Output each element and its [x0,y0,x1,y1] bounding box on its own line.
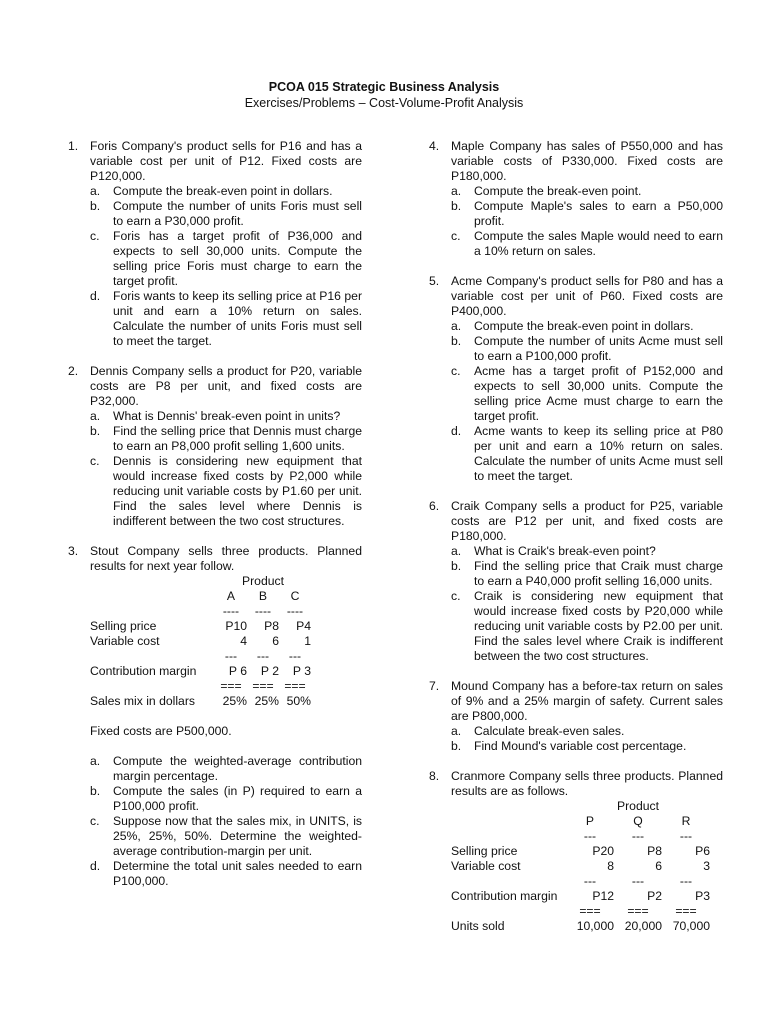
table-cell: 1 [304,634,311,648]
sub-text: Compute the number of units Foris must sell to earn a P30,000 profit. [113,199,362,228]
sub-questions [68,754,362,889]
sub-label: a. [451,319,462,333]
problem-number: 4. [429,139,440,153]
sub-text: Foris wants to keep its selling price at P16 per unit and earn a 10% return on sales. Calculate the number of units Foris must sell to meet the target. [113,289,362,348]
sub-label: a. [451,544,462,558]
problem-text: Mound Company has a before-tax return on sales of 9% and a 25% margin of safety. Current sales are P800,000. [451,679,723,723]
table-row [90,664,311,679]
sub-question-b [68,784,362,814]
problem-text: Cranmore Company sells three products. Planned results are as follows. [451,769,723,798]
problem-number: 1. [68,139,79,153]
sub-questions [451,724,723,754]
double-rule: === [284,679,306,693]
rule-line: --- [583,829,597,843]
sub-text: Calculate break-even sales. [474,724,625,738]
row-label: Selling price [451,844,518,858]
table-row [90,619,311,634]
table-cell: 3 [703,859,710,873]
sub-label: c. [451,589,461,603]
table-cell: P4 [296,619,311,633]
rule-line: ---- [254,604,272,618]
sub-question-a [68,754,362,784]
problem-8 [429,769,723,934]
document-subtitle: Exercises/Problems – Cost-Volume-Profit Analysis [244,96,524,110]
sub-question-b [451,739,723,754]
problem-7 [429,679,723,754]
left-column [68,139,362,904]
problem-text: Foris Company's product sells for P16 and has a variable cost per unit of P12. Fixed costs are P120,000. [90,139,362,183]
sub-question-d [90,289,362,349]
sub-label: a. [90,409,101,423]
sub-label: b. [451,559,462,573]
sub-text: Acme wants to keep its selling price at P80 per unit and earn a 10% return on sales. Calculate the number of units Acme must sell to meet the target. [474,424,723,483]
problem-number: 6. [429,499,440,513]
column-header: C [290,589,300,603]
problem-number: 2. [68,364,79,378]
row-label: Selling price [90,619,157,633]
fixed-costs-note: Fixed costs are P500,000. [90,724,232,738]
double-rule: === [252,679,274,693]
rule-line: --- [288,649,302,663]
sub-question-a [90,184,362,199]
double-rule: === [220,679,242,693]
column-header: R [681,814,691,828]
sub-question-b [451,199,723,229]
sub-text: Suppose now that the sales mix, in UNITS, is 25%, 25%, 50%. Determine the weighted-average contribution-margin per unit. [113,814,362,858]
rule-line: ---- [222,604,240,618]
table-row [90,634,311,649]
double-rule: === [579,904,601,918]
product-table [90,574,311,709]
sub-text: What is Craik's break-even point? [474,544,656,558]
sub-questions [451,544,723,664]
problem-number: 8. [429,769,440,783]
table-cell: P10 [225,619,247,633]
product-table [451,799,710,934]
sub-label: b. [451,334,462,348]
rule-line: --- [679,874,693,888]
table-cell: P8 [264,619,279,633]
problem-number: 5. [429,274,440,288]
table-cell: 25% [254,694,279,708]
rule-line: --- [679,829,693,843]
sub-text: Compute the sales Maple would need to earn a 10% return on sales. [474,229,723,258]
problem-text: Craik Company sells a product for P25, variable costs are P12 per unit, and fixed costs are P180,000. [451,499,723,543]
table-cell: P3 [695,889,710,903]
table-cell: P12 [592,889,614,903]
sub-label: c. [90,229,100,243]
sub-text: Compute the break-even point in dollars. [474,319,694,333]
sub-question-c [451,229,723,259]
sub-text: Compute the weighted-average contribution margin percentage. [113,754,362,783]
sub-label: b. [451,739,462,753]
sub-text: Find the selling price that Craik must charge to earn a P40,000 profit selling 16,000 units. [474,559,723,588]
sub-text: Craik is considering new equipment that would increase fixed costs by P20,000 while reducing unit variable costs by P2.00 per unit. Find the sales level where Craik is indifferent between the two cost structures. [474,589,723,663]
table-cell: 10,000 [576,919,614,933]
row-label: Units sold [451,919,505,933]
problem-number: 3. [68,544,79,558]
problem-text: Acme Company's product sells for P80 and has a variable cost per unit of P60. Fixed costs are P400,000. [451,274,723,318]
table-cell: P20 [592,844,614,858]
sub-text: Acme has a target profit of P152,000 and expects to sell 30,000 units. Compute the selling price Acme must charge to earn the target profit. [474,364,723,423]
sub-question-c [68,814,362,859]
table-cell: 6 [272,634,279,648]
sub-text: Compute the break-even point. [474,184,642,198]
table-cell: P 6 [228,664,247,678]
sub-text: Compute the number of units Acme must sell to earn a P100,000 profit. [474,334,723,363]
table-row [451,844,710,859]
double-rule: === [675,904,697,918]
sub-text: Compute the sales (in P) required to earn a P100,000 profit. [113,784,362,813]
sub-label: c. [451,364,461,378]
column-header: Q [633,814,643,828]
sub-label: a. [451,184,462,198]
sub-label: c. [90,454,100,468]
table-row [90,694,311,709]
sub-label: d. [90,859,101,873]
problem-text: Maple Company has sales of P550,000 and has variable costs of P330,000. Fixed costs are P180,000. [451,139,723,183]
problem-6 [429,499,723,664]
row-label: Sales mix in dollars [90,694,195,708]
sub-question-a [451,544,723,559]
sub-question-b [90,199,362,229]
sub-question-c [451,589,723,664]
sub-label: a. [90,184,101,198]
sub-label: c. [451,229,461,243]
problem-5 [429,274,723,484]
right-column [429,139,723,949]
sub-text: Find the selling price that Dennis must charge to earn an P8,000 profit selling 1,600 units. [113,424,362,453]
table-cell: P 2 [260,664,279,678]
problem-text: Stout Company sells three products. Planned results for next year follow. [90,544,362,573]
table-cell: 4 [240,634,247,648]
column-header: B [258,589,268,603]
table-row [451,859,710,874]
table-cell: 6 [655,859,662,873]
product-header: Product [616,799,659,813]
rule-line: --- [224,649,238,663]
rule-line: --- [631,874,645,888]
table-cell: P 3 [292,664,311,678]
problem-4 [429,139,723,259]
sub-text: Find Mound's variable cost percentage. [474,739,687,753]
rule-line: ---- [286,604,304,618]
sub-question-a [451,184,723,199]
document-title: PCOA 015 Strategic Business Analysis [268,80,500,94]
table-cell: P6 [695,844,710,858]
sub-question-c [451,364,723,424]
row-label: Contribution margin [451,889,558,903]
sub-text: Dennis is considering new equipment that would increase fixed costs by P2,000 while reducing unit variable costs by P1.60 per unit. Find the sales level where Dennis is indifferent between the two cost structures. [113,454,362,528]
sub-text: What is Dennis' break-even point in units? [113,409,341,423]
sub-question-d [68,859,362,889]
problem-text: Dennis Company sells a product for P20, variable costs are P8 per unit, and fixed costs are P32,000. [90,364,362,408]
double-rule: === [627,904,649,918]
sub-question-c [90,454,362,529]
table-cell: 20,000 [624,919,662,933]
sub-label: d. [90,289,101,303]
sub-label: b. [90,424,101,438]
problem-3 [68,544,362,889]
sub-questions [451,319,723,484]
sub-question-a [451,724,723,739]
sub-question-c [90,229,362,289]
row-label: Contribution margin [90,664,197,678]
sub-questions [90,409,362,529]
column-header: P [585,814,595,828]
sub-label: b. [90,199,101,213]
sub-question-b [451,559,723,589]
sub-label: b. [90,784,101,798]
table-row [451,919,710,934]
rule-line: --- [631,829,645,843]
column-header: A [226,589,236,603]
document-header [0,79,768,111]
table-cell: 70,000 [672,919,710,933]
sub-text: Compute the break-even point in dollars. [113,184,333,198]
problem-1 [68,139,362,349]
table-cell: P2 [647,889,662,903]
row-label: Variable cost [90,634,160,648]
sub-label: a. [451,724,462,738]
sub-label: a. [90,754,101,768]
product-header: Product [241,574,284,588]
sub-text: Foris has a target profit of P36,000 and expects to sell 30,000 units. Compute the selling price Foris must charge to earn the target profit. [113,229,362,288]
sub-question-d [451,424,723,484]
sub-text: Determine the total unit sales needed to earn P100,000. [113,859,362,888]
table-cell: P8 [647,844,662,858]
sub-question-b [90,424,362,454]
sub-questions [451,184,723,259]
table-cell: 8 [607,859,614,873]
sub-label: c. [90,814,100,828]
sub-label: b. [451,199,462,213]
table-cell: 50% [286,694,311,708]
rule-line: --- [583,874,597,888]
sub-questions [90,184,362,349]
sub-text: Compute Maple's sales to earn a P50,000 profit. [474,199,723,228]
sub-question-a [90,409,362,424]
rule-line: --- [256,649,270,663]
row-label: Variable cost [451,859,521,873]
sub-question-a [451,319,723,334]
problem-2 [68,364,362,529]
table-cell: 25% [222,694,247,708]
sub-label: d. [451,424,462,438]
sub-question-b [451,334,723,364]
table-row [451,889,710,904]
problem-number: 7. [429,679,440,693]
